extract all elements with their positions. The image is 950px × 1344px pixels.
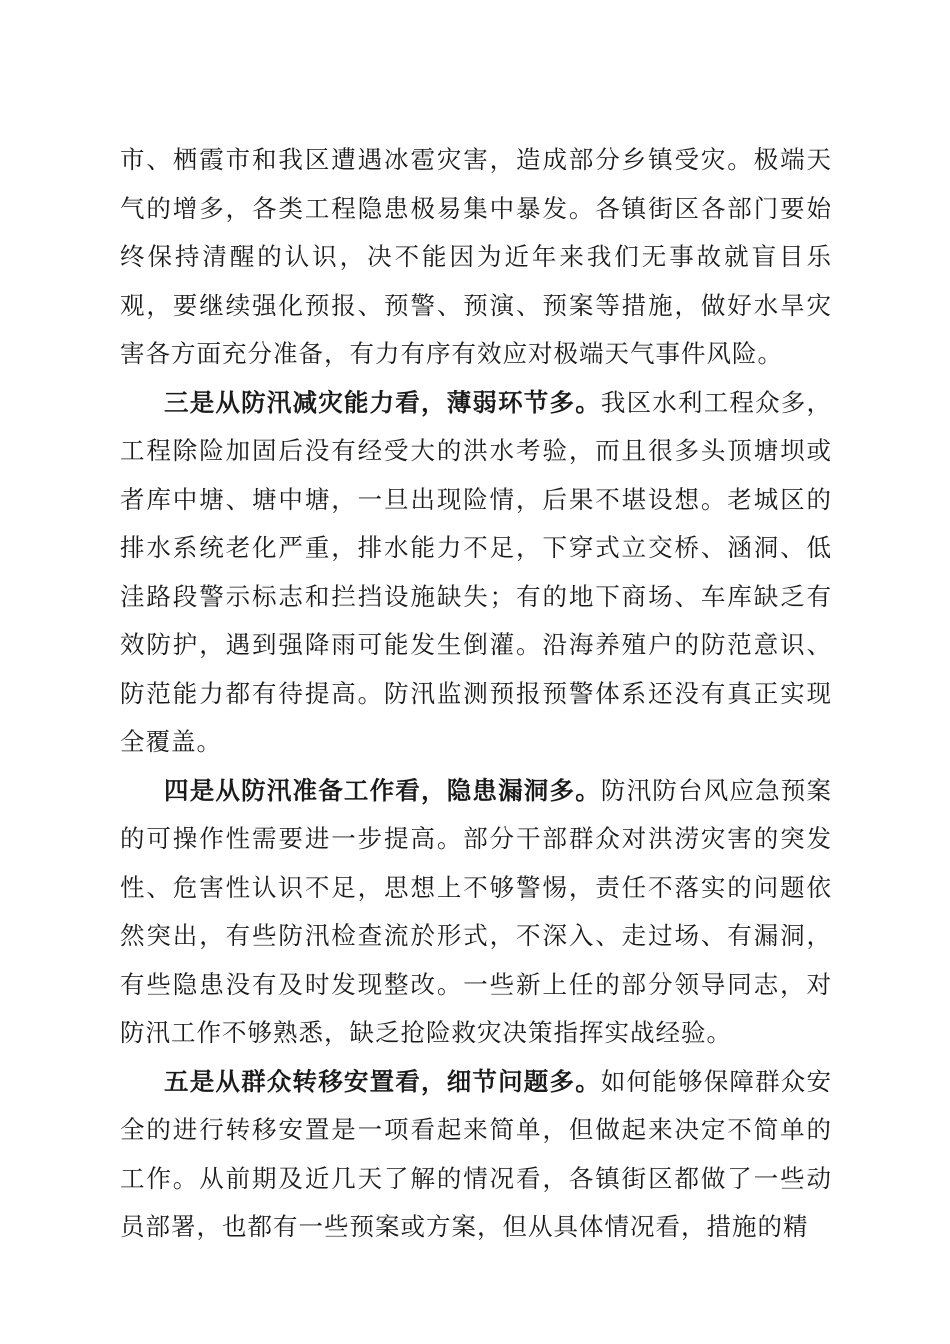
paragraph-3-lead: 四是从防汛准备工作看，隐患漏洞多。 — [164, 775, 601, 805]
paragraph-4-lead: 五是从群众转移安置看，细节问题多。 — [164, 1066, 601, 1096]
paragraph-4-text: 如何能够保障群众安全的进行转移安置是一项看起来简单，但做起来决定不简单的工作。从前期及近几天了解的情况看，各镇街区都做了一些动员部署，也都有一些预案或方案，但从具体情况看，措施的精 — [120, 1066, 833, 1241]
paragraph-4 — [120, 1058, 832, 1252]
paragraph-3 — [120, 767, 832, 1058]
paragraph-2-lead: 三是从防汛减灾能力看，薄弱环节多。 — [164, 387, 601, 417]
paragraph-2 — [120, 379, 832, 767]
paragraph-1-text: 市、栖霞市和我区遭遇冰雹灾害，造成部分乡镇受灾。极端天气的增多，各类工程隐患极易集中暴发。各镇街区各部门要始终保持清醒的认识，决不能因为近年来我们无事故就盲目乐观，要继续强化预报、预警、预演、预案等措施，做好水旱灾害各方面充分准备，有力有序有效应对极端天气事件风险。 — [120, 145, 832, 368]
paragraph-3-text: 防汛防台风应急预案的可操作性需要进一步提高。部分干部群众对洪涝灾害的突发性、危害性认识不足，思想上不够警惕，责任不落实的问题依然突出，有些防汛检查流於形式，不深入、走过场、有漏洞，有些隐患没有及时发现整改。一些新上任的部分领导同志，对防汛工作不够熟悉，缺乏抢险救灾决策指挥实战经验。 — [120, 775, 833, 1047]
paragraph-2-text: 我区水利工程众多，工程除险加固后没有经受大的洪水考验，而且很多头顶塘坝或者库中塘、塘中塘，一旦出现险情，后果不堪设想。老城区的排水系统老化严重，排水能力不足，下穿式立交桥、涵洞、低洼路段警示标志和拦挡设施缺失；有的地下商场、车库缺乏有效防护，遇到强降雨可能发生倒灌。沿海养殖户的防范意识、防范能力都有待提高。防汛监测预报预警体系还没有真正实现全覆盖。 — [120, 387, 833, 756]
document-body — [120, 136, 832, 1252]
paragraph-1 — [120, 136, 832, 379]
